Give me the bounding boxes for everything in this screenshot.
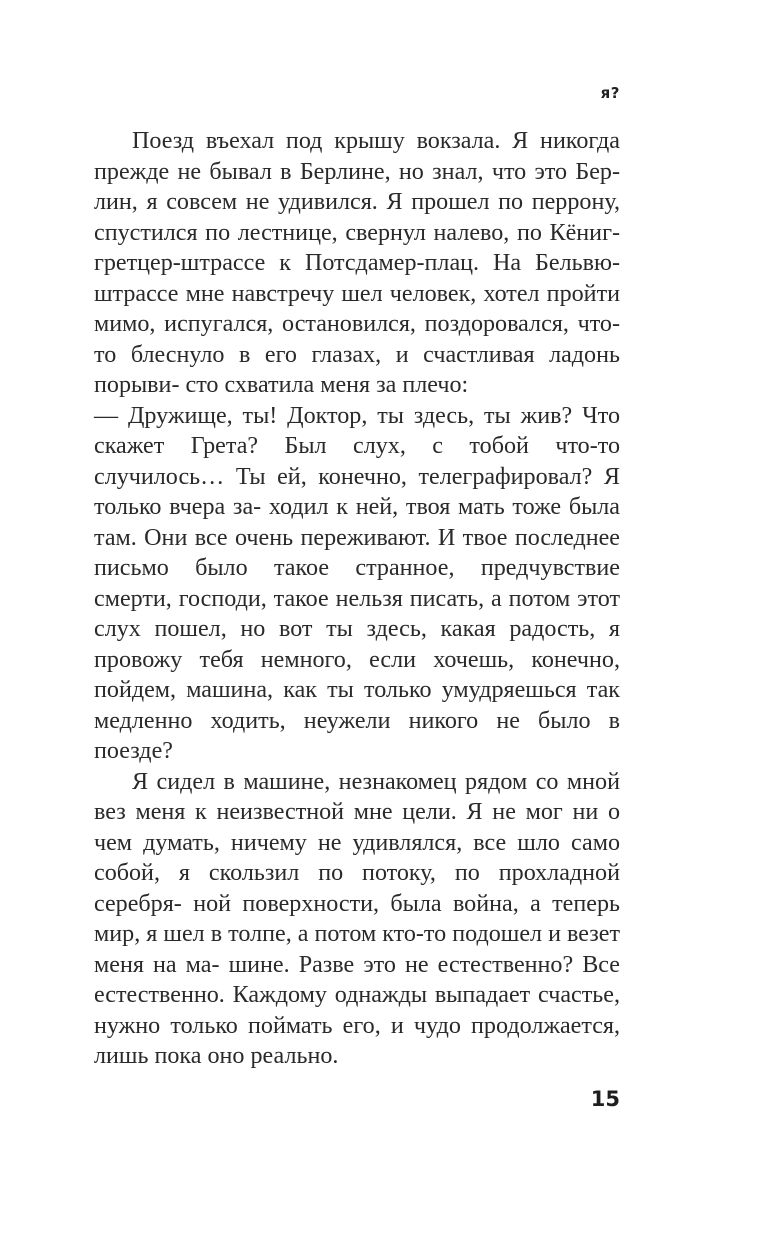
text-line: Ты ей, конечно, телеграфировал? Я только вчера за- xyxy=(94,463,620,520)
text-line: вез меня к неизвестной мне цели. Я не мог ни о чем xyxy=(94,799,620,856)
text-line: Каждому однажды выпадает счастье, нужно только xyxy=(94,982,620,1039)
text-line: гретцер-штрассе к Потсдамер-плац. На Бельвю- xyxy=(94,250,620,276)
text-line: скажет Грета? Был слух, с тобой что-то случилось… xyxy=(94,433,620,490)
text-line: шине. Разве это не естественно? Все естественно. xyxy=(94,951,620,1008)
text-line: реально. xyxy=(250,1043,339,1069)
page-number: 15 xyxy=(590,1087,620,1111)
text-line: думать, ничему не удивлялся, все шло само собой, xyxy=(94,829,620,886)
text-line: ходил к ней, твоя мать тоже была там. Они все очень xyxy=(94,494,620,551)
text-line: штрассе мне навстречу шел человек, хотел пройти xyxy=(94,280,620,307)
text-line: странное, предчувствие смерти, господи, такое xyxy=(94,555,620,612)
text-line: — Дружище, ты! Доктор, ты здесь, ты жив? Что xyxy=(94,402,620,429)
paragraph-2-dialogue xyxy=(94,401,620,767)
text-line: умудряешься так медленно ходить, неужели никого xyxy=(94,677,620,734)
text-line: не было в поезде? xyxy=(94,707,621,764)
text-line: блеснуло в его глазах, и счастливая ладонь порыви- xyxy=(94,341,620,398)
text-line: спустился по лестнице, свернул налево, по Кёниг- xyxy=(94,219,620,246)
text-line: лин, я совсем не удивился. Я прошел по перрону, xyxy=(94,189,620,215)
paragraph-3 xyxy=(94,767,620,1072)
text-line: сто схватила меня за плечо: xyxy=(185,372,469,398)
text-line: в толпе, а потом кто-то подошел и везет меня на ма- xyxy=(94,921,620,978)
text-line: переживают. И твое последнее письмо было такое xyxy=(94,524,620,581)
text-line: ной поверхности, была война, а теперь мир, я шел xyxy=(94,890,620,947)
paragraph-1 xyxy=(94,126,620,401)
text-line: мимо, испугался, остановился, поздоровался, что-то xyxy=(94,311,620,368)
text-line: Поезд въехал под крышу вокзала. Я никогда xyxy=(132,128,620,154)
running-head: я? xyxy=(600,84,620,102)
text-line: прежде не бывал в Берлине, но знал, что это Бер- xyxy=(94,158,620,185)
text-line: Я сидел в машине, незнакомец рядом со мной xyxy=(132,768,620,795)
text-line: нельзя писать, а потом этот слух пошел, но вот ты xyxy=(94,585,620,642)
text-line: здесь, какая радость, я провожу тебя немного, если xyxy=(94,616,620,673)
text-line: хочешь, конечно, пойдем, машина, как ты только xyxy=(94,646,620,703)
text-line: поймать его, и чудо продолжается, лишь пока оно xyxy=(94,1012,620,1069)
body-text xyxy=(94,126,620,1072)
text-line: я скользил по потоку, по прохладной серебря- xyxy=(94,860,620,917)
